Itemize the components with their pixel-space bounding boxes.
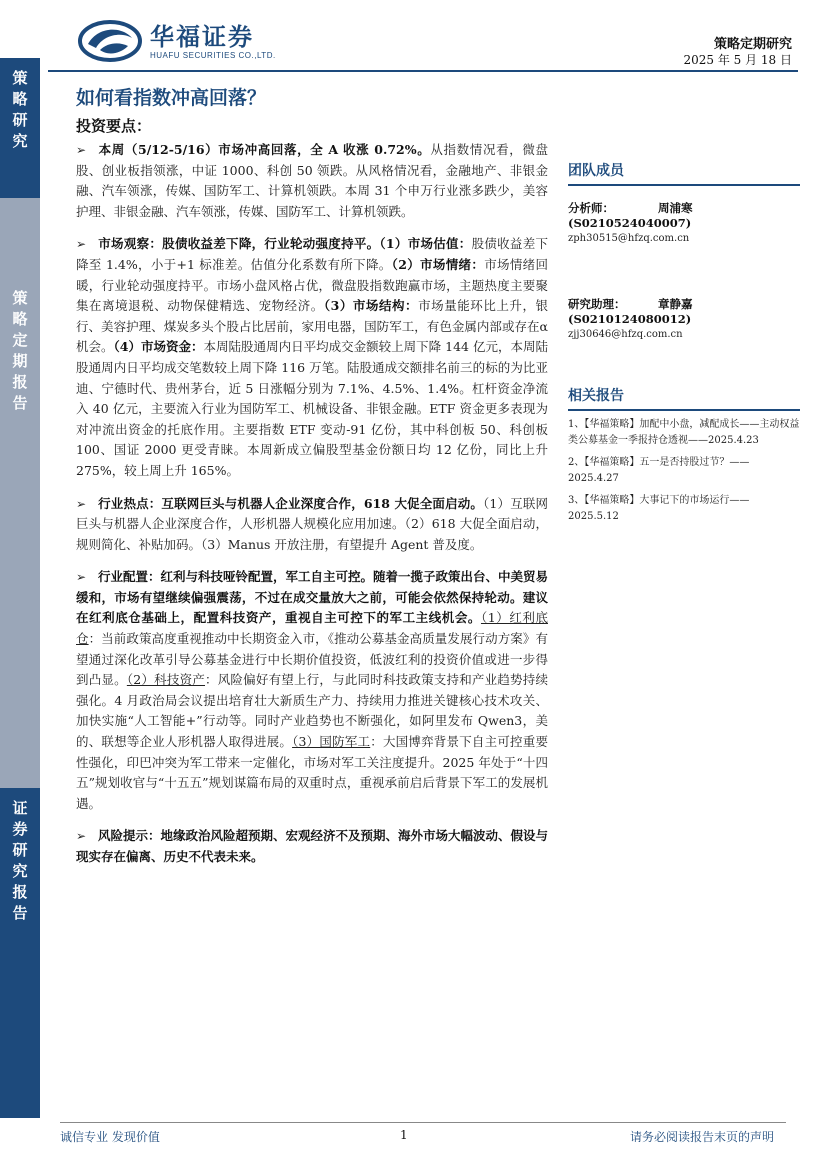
sub-label: （3）市场结构： — [323, 298, 419, 314]
paragraph-text: （1）互联网巨头与机器人企业深度合作，人形机器人规模化应用加速。（2）618 大促全面启动，规则简化、补贴加码。（3）Manus 开放注册，有望提升 Agent 普及度。 — [76, 495, 548, 552]
arrow-bullet-icon: ➢ — [76, 143, 87, 157]
band-char: 略 — [12, 310, 28, 328]
logo-swirl-icon — [78, 20, 142, 62]
report-date: 2025 年 5 月 18 日 — [683, 53, 792, 67]
arrow-bullet-icon: ➢ — [76, 829, 87, 844]
band-char: 究 — [12, 862, 28, 880]
member-email[interactable]: zph30515@hfzq.com.cn — [568, 233, 690, 244]
paragraph-risk-warning — [76, 826, 548, 867]
related-report-link[interactable]: 1、【华福策略】加配中小盘，减配成长——主动权益类公募基金一季报持仓透视——2025.4.23 — [568, 419, 800, 446]
sub-text: 本周陆股通周内日平均成交金额较上周下降 144 亿元，本周陆股通周内日平均成交笔数较上周下降 116 万笔。陆股通成交额排名前三的标的为比亚迪、宁德时代、贵州茅台，近 5 日涨幅分别为 7.1%、4.5%、1.4%。杠杆资金净流入 40 亿元，主要流入行业为国防军工、机械设备、非银金融。ETF 资金更多表现为对冲流出资金的托底作用。主要指数 ETF 变动-91 亿份，其中科创板 50、科创板 100、国证 2000 更受青睐。本周新成立偏股型基金份额日均 12 亿份，同比上升 275%，较上周上升 165%。 — [76, 339, 548, 478]
paragraph-lead: 行业配置：红利与科技哑铃配置，军工自主可控。随着一揽子政策出台、中美贸易缓和，市场有望继续偏强震荡，不过在成交量放大之前，可能会依然保持轮动。建议在红利底仓基础上，配置科技资产，重视自主可控下的军工主线机会。 — [76, 569, 549, 626]
sub-label: （2）科技资产 — [126, 672, 206, 688]
band-char: 告 — [12, 394, 28, 412]
team-member — [568, 296, 800, 340]
related-report-link[interactable]: 3、【华福策略】大事记下的市场运行——2025.5.12 — [568, 495, 750, 522]
sub-text: 市场情绪回暖，行业轮动强度持平。市场小盘风格占优，微盘股指数跑赢市场，主题热度主要聚集在离境退税、动物保健精选、宠物经济。 — [76, 256, 548, 314]
left-vertical-band — [0, 58, 40, 1118]
band-char: 期 — [12, 352, 28, 370]
sub-label: （4）市场资金： — [113, 339, 204, 355]
member-name: 周浦寒(S0210524040007) — [568, 201, 693, 230]
sub-label: （3）国防军工 — [292, 734, 371, 750]
band-char: 研 — [12, 841, 28, 859]
band-char: 告 — [12, 904, 28, 922]
sub-text: ：当前政策高度重视推动中长期资金入市，《推动公募基金高质量发展行动方案》有望通过深化改革引导公募基金进行中长期价值投资，低波红利的投资价值或进一步得到凸显。 — [76, 631, 548, 688]
band-char: 略 — [12, 90, 28, 108]
footer-disclaimer-note: 请务必阅读报告末页的声明 — [629, 1130, 774, 1144]
sub-label: （1）市场估值： — [379, 236, 472, 252]
sub-label: （2）市场情绪： — [391, 256, 485, 272]
related-reports-panel — [568, 385, 800, 525]
band-char: 报 — [12, 373, 28, 391]
arrow-bullet-icon: ➢ — [76, 496, 87, 511]
team-heading: 团队成员 — [568, 160, 800, 186]
footer-slogan: 诚信专业 发现价值 — [60, 1130, 160, 1144]
arrow-bullet-icon: ➢ — [76, 237, 87, 252]
member-name: 章静嘉(S0210124080012) — [568, 297, 693, 326]
member-role: 研究助理： — [568, 297, 626, 311]
sub-text: 市场量能环比上升，银行、美容护理、煤炭多头个股占比居前，家用电器，国防军工，有色金属内部或存在α机会。 — [76, 298, 548, 355]
band-strategy-research — [0, 58, 40, 198]
paragraph-weekly-market — [76, 140, 548, 222]
band-char: 定 — [12, 331, 28, 349]
band-char: 研 — [12, 111, 28, 129]
main-content — [76, 140, 548, 880]
member-email[interactable]: zjj30646@hfzq.com.cn — [568, 329, 683, 340]
report-type-label: 策略定期研究 — [713, 37, 792, 52]
paragraph-industry-allocation — [76, 567, 548, 814]
band-char: 策 — [12, 69, 28, 87]
paragraph-industry-hotspots — [76, 494, 548, 556]
band-char: 策 — [12, 289, 28, 307]
page-number: 1 — [400, 1128, 408, 1142]
footer-divider — [60, 1122, 786, 1123]
sub-text: ：大国博弈背景下自主可控重要性强化，印巴冲突为军工带来一定催化，市场对军工关注度提升。2025 年处于“十四五”规划收官与“十五五”规划谋篇布局的双重时点，重视承前启后背景下军工的发展机遇。 — [76, 734, 548, 811]
sub-text: 股债收益差下降至 1.4%，小于+1 标准差。估值分化系数有所下降。 — [76, 236, 548, 272]
band-periodic-report — [0, 198, 40, 788]
paragraph-lead: 市场观察：股债收益差下降，行业轮动强度持平。 — [98, 236, 380, 252]
report-title: 如何看指数冲高回落？ — [76, 87, 267, 109]
sub-text: ：风险偏好有望上行，与此同时科技政策支持和产业趋势持续强化。4 月政治局会议提出培育壮大新质生产力、持续用力推进关键核心技术攻关、加快实施“人工智能+”行动等。同时产业趋势也不断强化，如阿里发布 Qwen3，美的、联想等企业人形机器人取得进展。 — [76, 672, 548, 750]
paragraph-lead: 行业热点：互联网巨头与机器人企业深度合作，618 大促全面启动。 — [98, 495, 484, 511]
band-securities-report — [0, 788, 40, 1118]
logo-english-name: HUAFU SECURITIES CO.,LTD. — [150, 50, 276, 60]
related-report-link[interactable]: 2、【华福策略】五一是否持股过节？——2025.4.27 — [568, 457, 750, 484]
paragraph-market-observation — [76, 234, 548, 481]
paragraph-lead: 本周（5/12-5/16）市场冲高回落，全 A 收涨 0.72%。 — [98, 142, 431, 157]
member-role: 分析师： — [568, 201, 614, 215]
section-title: 投资要点： — [76, 117, 152, 135]
company-logo — [78, 18, 318, 64]
band-char: 究 — [12, 132, 28, 150]
arrow-bullet-icon: ➢ — [76, 570, 87, 585]
team-members-panel — [568, 160, 800, 340]
band-char: 券 — [12, 820, 28, 838]
header-divider — [48, 70, 798, 72]
sub-label: （1）红利底仓 — [76, 610, 548, 647]
band-char: 报 — [12, 883, 28, 901]
related-heading: 相关报告 — [568, 385, 800, 411]
team-member — [568, 200, 800, 244]
logo-chinese-name: 华福证券 — [150, 22, 254, 51]
paragraph-text: 从指数情况看，微盘股、创业板指领涨，中证 1000、科创 50 领跌。从风格情况看，金融地产、非银金融、汽车领涨，传媒、国防军工、计算机领跌。本周 31 个申万行业涨多跌少，美容护理、非银金融、汽车领涨，传媒、国防军工、计算机领跌。 — [76, 142, 548, 219]
paragraph-lead: 风险提示：地缘政治风险超预期、宏观经济不及预期、海外市场大幅波动、假设与现实存在偏离、历史不代表未来。 — [76, 828, 549, 864]
band-char: 证 — [12, 799, 28, 817]
